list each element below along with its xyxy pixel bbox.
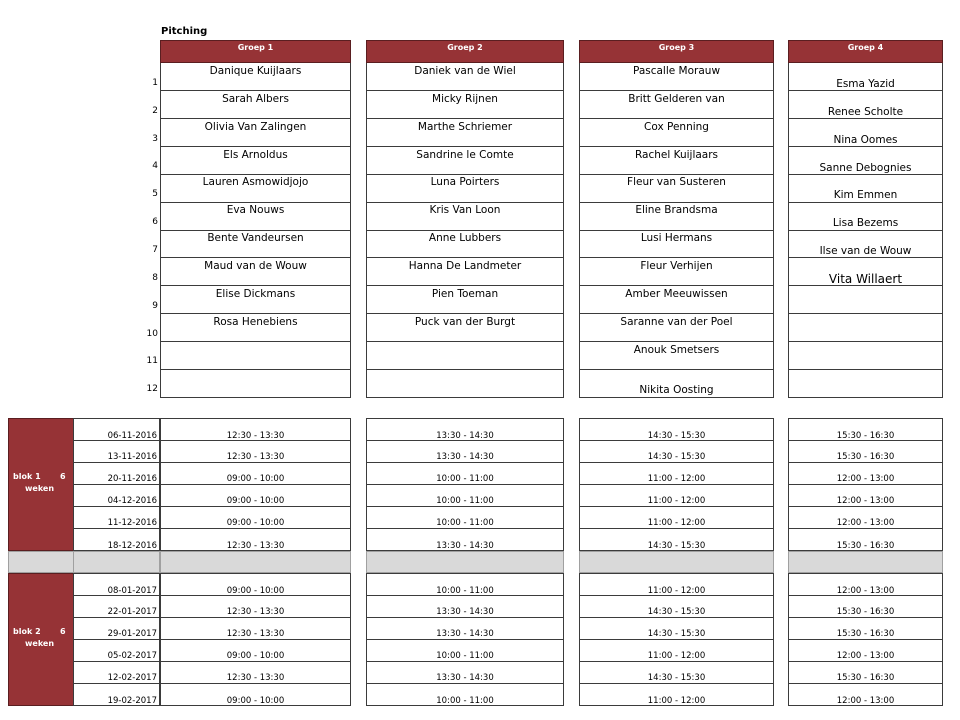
timeslot-cell: 10:00 - 11:00	[366, 462, 564, 485]
timeslot-cell: 13:30 - 14:30	[366, 617, 564, 640]
timeslot-cell: 15:30 - 16:30	[788, 418, 943, 441]
row-number: 6	[152, 217, 158, 228]
group-header: Groep 1	[160, 40, 351, 63]
member-cell: Amber Meeuwissen	[579, 286, 774, 314]
separator-row-cell	[160, 551, 351, 573]
member-cell: Anne Lubbers	[366, 230, 564, 258]
date-cell: 19-02-2017	[73, 684, 160, 707]
member-cell: Rachel Kuijlaars	[579, 147, 774, 175]
timeslot-cell: 11:00 - 12:00	[579, 573, 774, 596]
timeslot-cell: 15:30 - 16:30	[788, 440, 943, 463]
timeslot-cell: 13:30 - 14:30	[366, 529, 564, 552]
group-column	[579, 40, 774, 397]
member-cell: Olivia Van Zalingen	[160, 119, 351, 147]
member-cell: Pien Toeman	[366, 286, 564, 314]
member-cell: Els Arnoldus	[160, 147, 351, 175]
date-cell: 20-11-2016	[73, 462, 160, 485]
member-cell: Sandrine le Comte	[366, 147, 564, 175]
timeslot-cell: 12:30 - 13:30	[160, 418, 351, 441]
group-header: Groep 3	[579, 40, 774, 63]
timeslot-cell: 15:30 - 16:30	[788, 595, 943, 618]
date-cell: 06-11-2016	[73, 418, 160, 441]
row-number: 9	[152, 300, 158, 311]
timeslot-cell: 12:00 - 13:00	[788, 573, 943, 596]
timeslot-cell: 14:30 - 15:30	[579, 529, 774, 552]
timeslot-cell: 12:30 - 13:30	[160, 617, 351, 640]
timeslot-cell: 12:30 - 13:30	[160, 661, 351, 684]
row-number: 7	[152, 244, 158, 255]
row-number: 5	[152, 189, 158, 200]
date-cell: 08-01-2017	[73, 573, 160, 596]
group-column	[788, 40, 943, 397]
timeslot-cell: 15:30 - 16:30	[788, 617, 943, 640]
member-cell: Sarah Albers	[160, 91, 351, 119]
member-cell: Cox Penning	[579, 119, 774, 147]
timeslot-cell: 09:00 - 10:00	[160, 573, 351, 596]
timeslot-cell: 15:30 - 16:30	[788, 661, 943, 684]
row-number: 3	[152, 133, 158, 144]
sheet-title: Pitching	[161, 26, 208, 37]
member-cell: Kim Emmen	[788, 174, 943, 202]
member-cell: Lauren Asmowidjojo	[160, 174, 351, 202]
block-unit: weken	[25, 639, 55, 649]
group-column	[160, 40, 351, 397]
member-cell: Luna Poirters	[366, 174, 564, 202]
member-cell	[788, 342, 943, 370]
separator-row-cell	[788, 551, 943, 573]
separator-row-label	[8, 551, 74, 573]
timeslot-cell: 10:00 - 11:00	[366, 573, 564, 596]
row-number: 2	[152, 105, 158, 116]
member-cell	[366, 369, 564, 397]
member-cell: Ilse van de Wouw	[788, 230, 943, 258]
timeslot-cell: 10:00 - 11:00	[366, 506, 564, 529]
date-cell: 05-02-2017	[73, 639, 160, 662]
timeslot-cell: 12:30 - 13:30	[160, 529, 351, 552]
timeslot-cell: 11:00 - 12:00	[579, 484, 774, 507]
timeslot-cell: 12:30 - 13:30	[160, 440, 351, 463]
timeslot-cell: 10:00 - 11:00	[366, 639, 564, 662]
timeslot-cell: 11:00 - 12:00	[579, 506, 774, 529]
member-cell: Esma Yazid	[788, 63, 943, 91]
member-cell: Kris Van Loon	[366, 202, 564, 230]
timeslot-cell: 09:00 - 10:00	[160, 506, 351, 529]
member-cell: Pascalle Morauw	[579, 63, 774, 91]
timeslot-cell: 10:00 - 11:00	[366, 684, 564, 707]
timeslot-cell: 14:30 - 15:30	[579, 661, 774, 684]
block-label-cell	[8, 418, 74, 551]
timeslot-cell: 11:00 - 12:00	[579, 684, 774, 707]
date-cell: 18-12-2016	[73, 529, 160, 552]
timeslot-cell: 09:00 - 10:00	[160, 462, 351, 485]
block-label: blok 1	[13, 472, 41, 482]
row-number: 10	[146, 328, 158, 339]
timeslot-cell: 10:00 - 11:00	[366, 484, 564, 507]
date-cell: 22-01-2017	[73, 595, 160, 618]
timeslot-cell: 14:30 - 15:30	[579, 617, 774, 640]
timeslot-cell: 11:00 - 12:00	[579, 462, 774, 485]
timeslot-cell: 14:30 - 15:30	[579, 440, 774, 463]
member-cell: Rosa Henebiens	[160, 314, 351, 342]
member-cell: Fleur van Susteren	[579, 174, 774, 202]
row-number: 1	[152, 77, 158, 88]
timeslot-cell: 09:00 - 10:00	[160, 684, 351, 707]
separator-row-cell	[366, 551, 564, 573]
member-cell: Fleur Verhijen	[579, 258, 774, 286]
member-cell	[788, 286, 943, 314]
member-cell: Micky Rijnen	[366, 91, 564, 119]
date-cell: 12-02-2017	[73, 661, 160, 684]
member-cell: Daniek van de Wiel	[366, 63, 564, 91]
member-cell: Sanne Debognies	[788, 147, 943, 175]
timeslot-cell: 12:00 - 13:00	[788, 639, 943, 662]
member-cell: Eva Nouws	[160, 202, 351, 230]
member-cell: Hanna De Landmeter	[366, 258, 564, 286]
member-cell: Lisa Bezems	[788, 202, 943, 230]
member-cell: Renee Scholte	[788, 91, 943, 119]
timeslot-cell: 12:30 - 13:30	[160, 595, 351, 618]
member-cell: Britt Gelderen van	[579, 91, 774, 119]
block-count: 6	[60, 472, 66, 482]
member-cell	[160, 369, 351, 397]
member-cell: Anouk Smetsers	[579, 342, 774, 370]
row-number: 4	[152, 161, 158, 172]
row-number: 12	[146, 384, 158, 395]
member-cell: Vita Willaert	[788, 258, 943, 286]
member-cell: Lusi Hermans	[579, 230, 774, 258]
member-cell: Eline Brandsma	[579, 202, 774, 230]
member-cell: Marthe Schriemer	[366, 119, 564, 147]
timeslot-cell: 13:30 - 14:30	[366, 418, 564, 441]
timeslot-cell: 13:30 - 14:30	[366, 595, 564, 618]
member-cell	[788, 314, 943, 342]
block-unit: weken	[25, 484, 55, 494]
member-cell: Puck van der Burgt	[366, 314, 564, 342]
timeslot-cell: 15:30 - 16:30	[788, 529, 943, 552]
separator-row-cell	[579, 551, 774, 573]
group-header: Groep 2	[366, 40, 564, 63]
timeslot-cell: 14:30 - 15:30	[579, 595, 774, 618]
block-label: blok 2	[13, 627, 41, 637]
block-count: 6	[60, 627, 66, 637]
member-cell: Nina Oomes	[788, 119, 943, 147]
member-cell: Elise Dickmans	[160, 286, 351, 314]
timeslot-cell: 12:00 - 13:00	[788, 684, 943, 707]
date-cell: 29-01-2017	[73, 617, 160, 640]
member-cell: Maud van de Wouw	[160, 258, 351, 286]
timeslot-cell: 11:00 - 12:00	[579, 639, 774, 662]
timeslot-cell: 14:30 - 15:30	[579, 418, 774, 441]
member-cell: Nikita Oosting	[579, 369, 774, 397]
member-cell: Saranne van der Poel	[579, 314, 774, 342]
group-column	[366, 40, 564, 397]
member-cell: Bente Vandeursen	[160, 230, 351, 258]
group-header: Groep 4	[788, 40, 943, 63]
timeslot-cell: 12:00 - 13:00	[788, 506, 943, 529]
timeslot-cell: 12:00 - 13:00	[788, 484, 943, 507]
timeslot-cell: 09:00 - 10:00	[160, 639, 351, 662]
row-number: 8	[152, 272, 158, 283]
member-cell	[366, 342, 564, 370]
block-label-cell	[8, 573, 74, 706]
timeslot-cell: 12:00 - 13:00	[788, 462, 943, 485]
member-cell	[160, 342, 351, 370]
row-number: 11	[146, 356, 158, 367]
timeslot-cell: 09:00 - 10:00	[160, 484, 351, 507]
date-cell: 11-12-2016	[73, 506, 160, 529]
member-cell	[788, 369, 943, 397]
date-cell: 13-11-2016	[73, 440, 160, 463]
date-cell: 04-12-2016	[73, 484, 160, 507]
separator-row-date	[73, 551, 160, 573]
timeslot-cell: 13:30 - 14:30	[366, 661, 564, 684]
member-cell: Danique Kuijlaars	[160, 63, 351, 91]
timeslot-cell: 13:30 - 14:30	[366, 440, 564, 463]
